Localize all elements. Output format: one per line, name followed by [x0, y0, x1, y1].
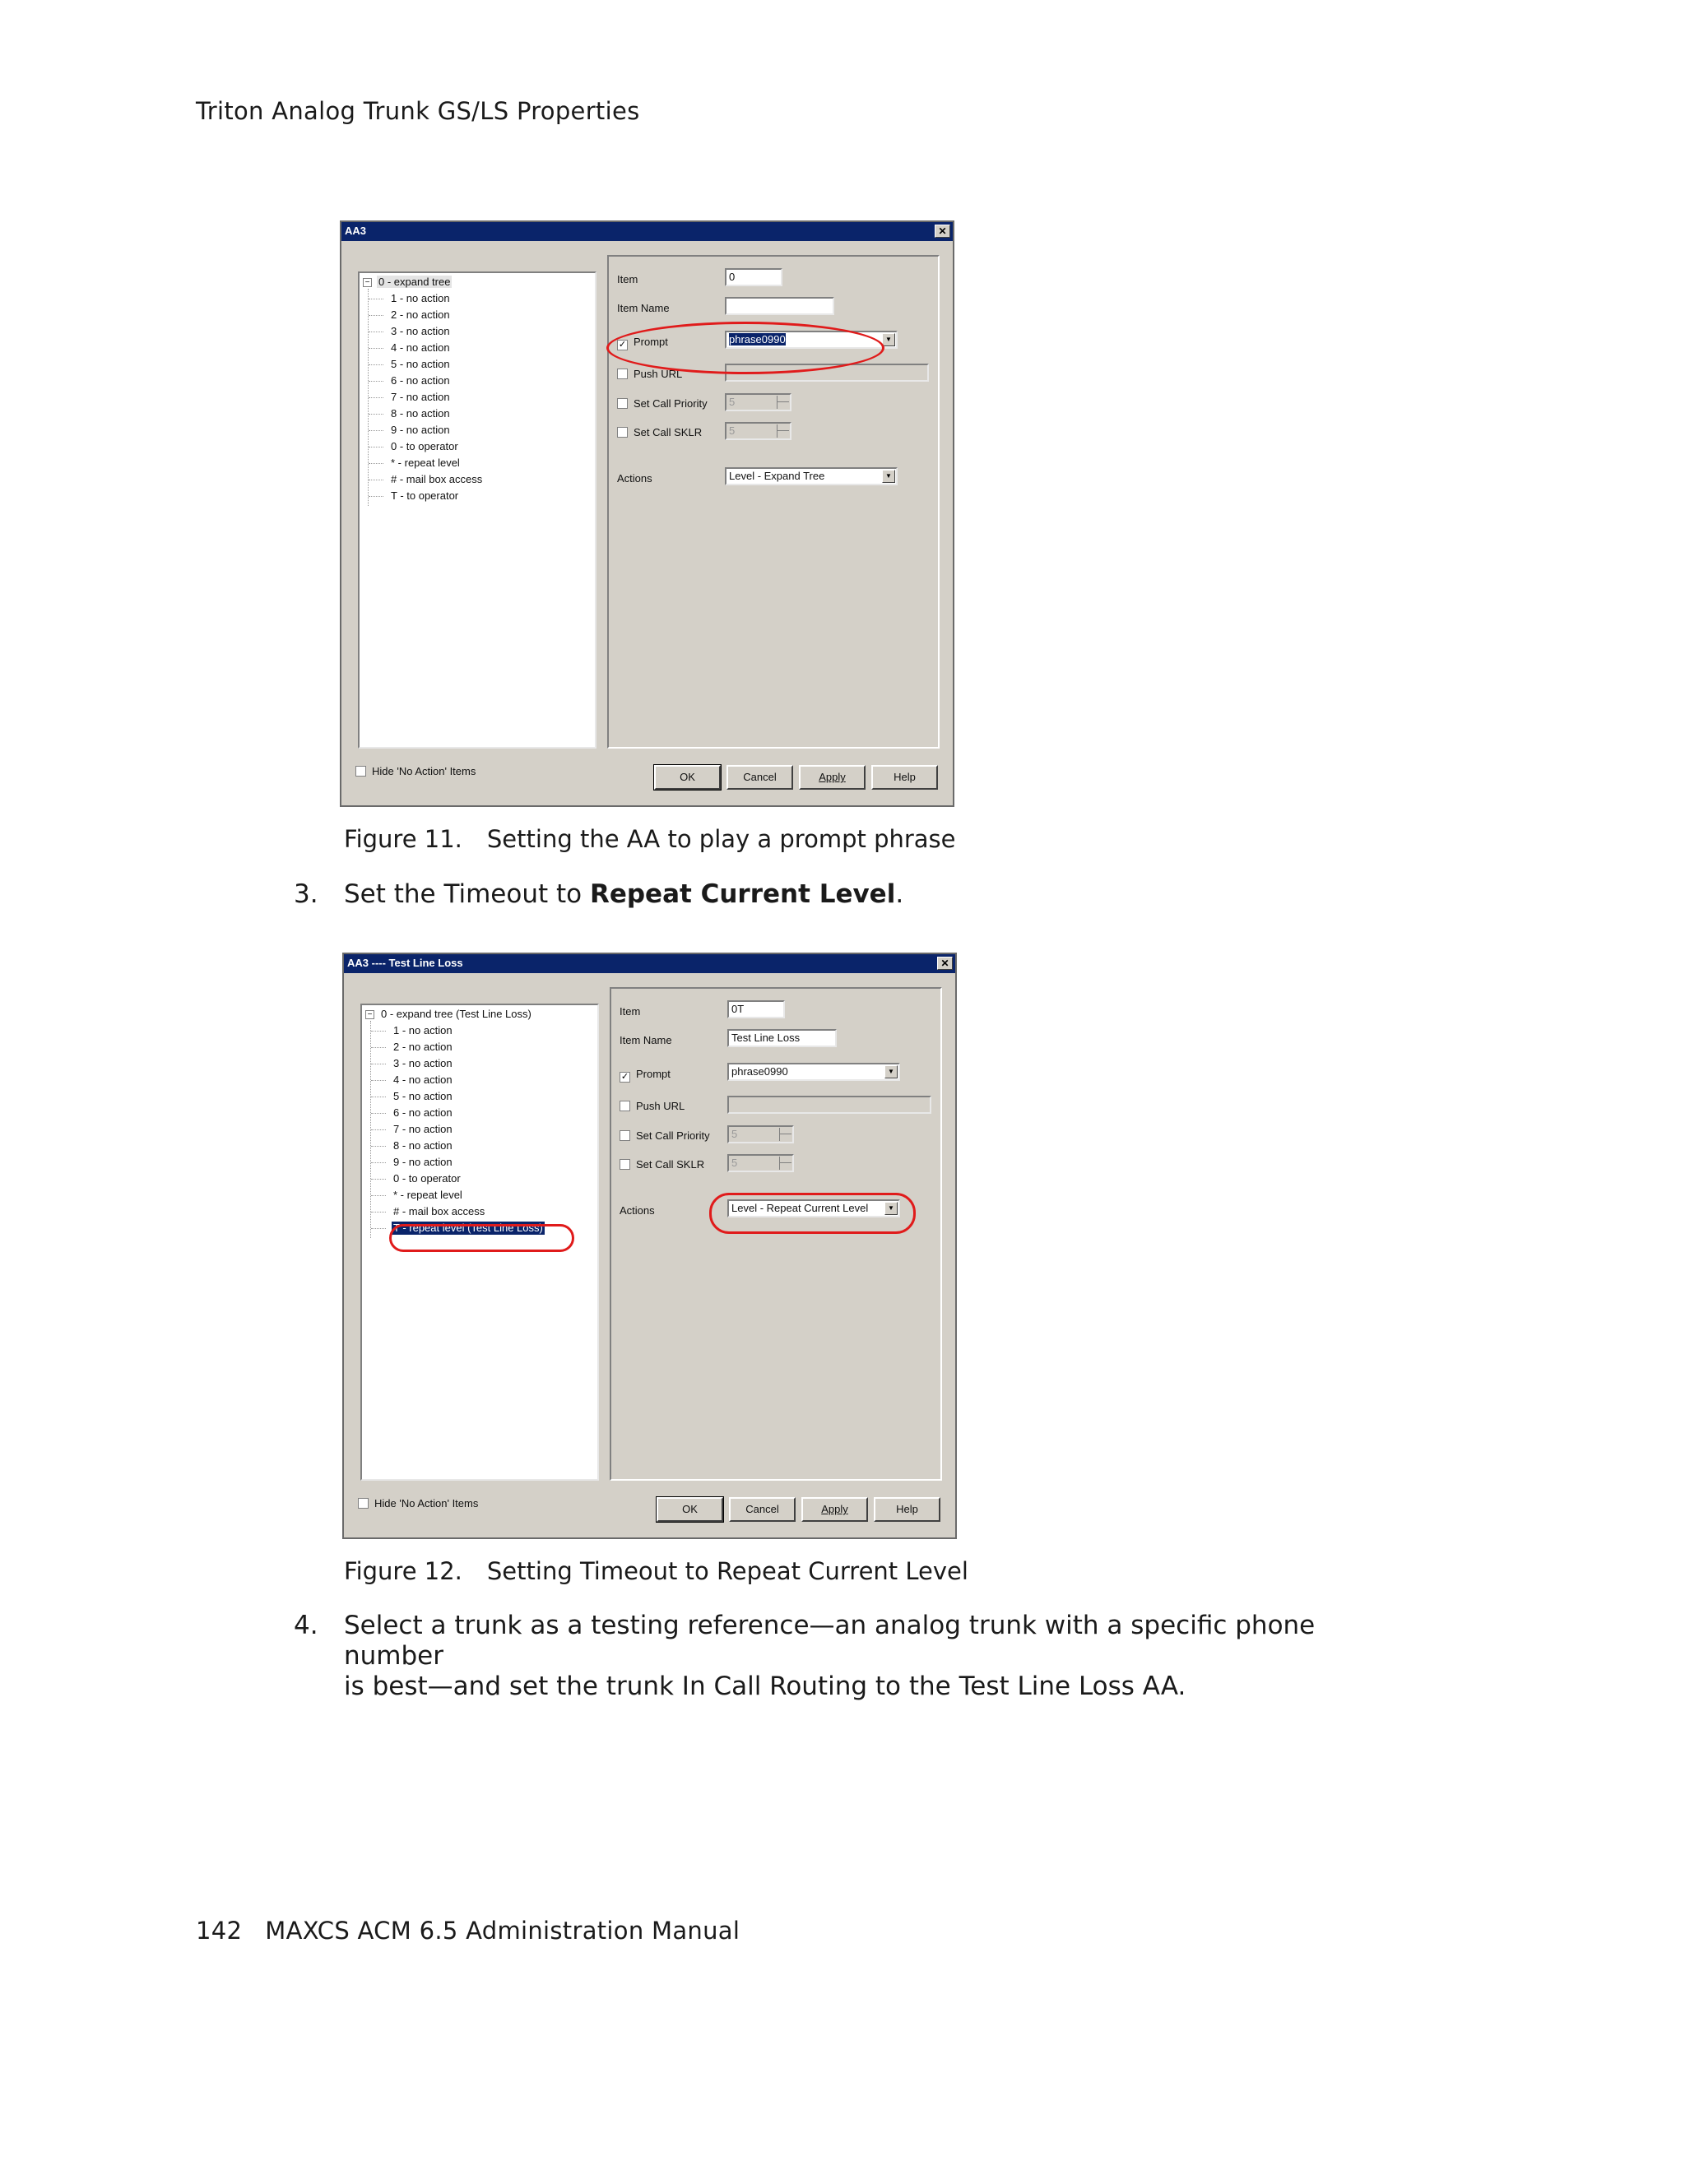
aa3-test-line-loss-dialog [342, 953, 957, 1539]
tree-item-selected[interactable]: T - repeat level (Test Line Loss) [393, 1222, 543, 1234]
help-button[interactable]: Help [874, 1497, 940, 1522]
tree-item[interactable]: 5 - no action [391, 358, 450, 370]
hide-no-action-checkbox[interactable] [355, 766, 366, 777]
tree-item[interactable]: * - repeat level [393, 1189, 462, 1201]
step-4-line-1: Select a trunk as a testing reference—an analog trunk with a specific phone number [344, 1611, 1316, 1671]
tree-item[interactable]: # - mail box access [391, 473, 483, 485]
push-url-checkbox-row[interactable] [617, 368, 682, 380]
apply-button[interactable] [799, 765, 866, 790]
tree-root-item[interactable] [365, 1008, 533, 1021]
collapse-icon[interactable]: − [363, 278, 372, 287]
dialog-title: AA3 [345, 225, 367, 237]
tree-item[interactable]: 0 - to operator [391, 440, 458, 452]
set-call-sklr-value: 5 [729, 424, 736, 437]
tree-item[interactable]: 4 - no action [391, 341, 450, 354]
tree-item[interactable]: 7 - no action [391, 391, 450, 403]
spinner-arrows-icon[interactable] [777, 424, 789, 438]
prompt-checkbox[interactable]: ✓ [618, 340, 627, 350]
step-4-number: 4. [294, 1611, 318, 1640]
aa3-dialog [340, 220, 954, 807]
actions-label: Actions [620, 1204, 655, 1217]
tree-root-label: 0 - expand tree [378, 276, 451, 288]
set-call-priority-row[interactable] [617, 397, 708, 410]
step-3-number: 3. [294, 879, 318, 909]
spinner-arrows-icon[interactable] [779, 1128, 791, 1141]
ok-button[interactable]: OK [654, 765, 721, 790]
hide-no-action-label: Hide 'No Action' Items [374, 1497, 479, 1509]
apply-button-label: Apply [821, 1503, 848, 1515]
item-field[interactable]: 0T [727, 1000, 785, 1018]
set-call-priority-row[interactable] [620, 1129, 710, 1142]
tree-item[interactable]: 6 - no action [391, 374, 450, 387]
tree-item[interactable]: 6 - no action [393, 1106, 453, 1119]
set-call-priority-checkbox[interactable] [617, 398, 628, 409]
running-header: Triton Analog Trunk GS/LS Properties [196, 97, 640, 125]
figure-12-number: Figure 12. [344, 1557, 462, 1585]
figure-12-caption [344, 1557, 968, 1585]
push-url-checkbox[interactable] [620, 1101, 630, 1111]
item-field[interactable]: 0 [725, 268, 782, 286]
set-call-priority-spinner[interactable] [727, 1125, 794, 1143]
hide-no-action-row[interactable] [358, 1497, 478, 1509]
spinner-arrows-icon[interactable] [777, 396, 789, 409]
tree-item[interactable]: 9 - no action [391, 424, 450, 436]
tree-item[interactable]: 2 - no action [393, 1041, 453, 1053]
set-call-sklr-label: Set Call SKLR [636, 1158, 705, 1171]
tree-item[interactable]: # - mail box access [393, 1205, 485, 1217]
figure-12-text: Setting Timeout to Repeat Current Level [486, 1557, 968, 1585]
dialog-titlebar [344, 954, 955, 973]
tree-item[interactable]: 0 - to operator [393, 1172, 461, 1185]
tree-item[interactable]: 3 - no action [393, 1057, 453, 1069]
actions-combo[interactable] [727, 1199, 900, 1217]
tree-item[interactable]: 8 - no action [393, 1139, 453, 1152]
set-call-priority-checkbox[interactable] [620, 1130, 630, 1141]
push-url-field[interactable] [725, 364, 929, 382]
chevron-down-icon[interactable]: ▼ [884, 1065, 898, 1078]
help-button[interactable]: Help [871, 765, 938, 790]
set-call-sklr-checkbox[interactable] [617, 427, 628, 438]
menu-tree[interactable] [360, 1004, 599, 1481]
step-4-line-2: is best—and set the trunk In Call Routing to the Test Line Loss AA. [344, 1672, 1186, 1701]
close-icon[interactable]: ✕ [937, 957, 953, 970]
prompt-combo[interactable] [725, 331, 898, 349]
tree-item[interactable]: 4 - no action [393, 1073, 453, 1086]
prompt-label: Prompt [634, 336, 668, 348]
push-url-label: Push URL [636, 1100, 685, 1112]
item-label: Item [617, 273, 638, 285]
push-url-label: Push URL [634, 368, 683, 380]
item-name-field[interactable] [725, 297, 834, 315]
prompt-checkbox-row[interactable] [617, 336, 668, 350]
actions-label: Actions [617, 472, 652, 485]
item-label: Item [620, 1005, 641, 1018]
tree-item[interactable]: 9 - no action [393, 1156, 453, 1168]
step-3-bold: Repeat Current Level [589, 879, 896, 909]
tree-item[interactable]: 3 - no action [391, 325, 450, 337]
tree-item[interactable]: 2 - no action [391, 308, 450, 321]
actions-value: Level - Expand Tree [729, 470, 825, 482]
ok-button[interactable]: OK [657, 1497, 723, 1522]
figure-11-number: Figure 11. [344, 825, 462, 853]
hide-no-action-checkbox[interactable] [358, 1498, 369, 1509]
push-url-field[interactable] [727, 1096, 931, 1114]
prompt-checkbox[interactable]: ✓ [620, 1072, 629, 1082]
spinner-arrows-icon[interactable] [779, 1157, 791, 1170]
prompt-value: phrase0990 [731, 1065, 788, 1078]
set-call-sklr-value: 5 [731, 1157, 738, 1169]
tree-item[interactable]: * - repeat level [391, 457, 460, 469]
menu-tree[interactable] [358, 271, 596, 749]
chevron-down-icon[interactable]: ▼ [884, 1202, 898, 1215]
tree-item[interactable]: 7 - no action [393, 1123, 453, 1135]
step-3-end: . [895, 879, 904, 909]
set-call-sklr-spinner[interactable] [725, 422, 791, 440]
set-call-priority-spinner[interactable] [725, 393, 791, 411]
dialog-titlebar [341, 222, 953, 241]
set-call-sklr-row[interactable] [620, 1158, 704, 1171]
properties-panel [607, 255, 940, 749]
set-call-priority-label: Set Call Priority [636, 1129, 710, 1142]
push-url-checkbox[interactable] [617, 369, 628, 379]
manual-title: MAXCS ACM 6.5 Administration Manual [265, 1917, 740, 1945]
step-4 [294, 1611, 1413, 1702]
set-call-priority-value: 5 [729, 396, 736, 408]
prompt-combo[interactable] [727, 1063, 900, 1081]
set-call-sklr-label: Set Call SKLR [634, 426, 703, 438]
set-call-priority-label: Set Call Priority [634, 397, 708, 410]
actions-combo[interactable] [725, 467, 898, 485]
tree-root-item[interactable] [363, 276, 452, 289]
figure-11-caption [344, 825, 956, 853]
step-3 [294, 879, 1413, 910]
tree-item[interactable]: 1 - no action [391, 292, 450, 304]
step-3-text: Set the Timeout to [344, 879, 590, 909]
figure-11-text: Setting the AA to play a prompt phrase [486, 825, 956, 853]
chevron-down-icon[interactable]: ▼ [882, 470, 895, 483]
running-footer [196, 1917, 740, 1945]
apply-button[interactable] [801, 1497, 868, 1522]
hide-no-action-row[interactable] [355, 765, 476, 777]
tree-item[interactable]: 1 - no action [393, 1024, 453, 1036]
tree-item[interactable]: T - to operator [391, 489, 459, 502]
actions-value: Level - Repeat Current Level [731, 1202, 869, 1214]
apply-button-label: Apply [819, 771, 846, 783]
dialog-title: AA3 ---- Test Line Loss [347, 957, 463, 969]
item-name-field[interactable]: Test Line Loss [727, 1029, 837, 1047]
cancel-button[interactable]: Cancel [729, 1497, 796, 1522]
chevron-down-icon[interactable]: ▼ [882, 333, 895, 346]
close-icon[interactable]: ✕ [935, 225, 950, 238]
tree-root-label: 0 - expand tree (Test Line Loss) [381, 1008, 531, 1020]
page-number: 142 [196, 1917, 243, 1945]
prompt-label: Prompt [636, 1068, 671, 1080]
push-url-checkbox-row[interactable] [620, 1100, 685, 1112]
collapse-icon[interactable]: − [365, 1010, 374, 1019]
prompt-checkbox-row[interactable] [620, 1068, 671, 1083]
tree-item[interactable]: 5 - no action [393, 1090, 453, 1102]
properties-panel [610, 987, 942, 1481]
set-call-priority-value: 5 [731, 1128, 738, 1140]
item-name-label: Item Name [620, 1034, 672, 1046]
set-call-sklr-checkbox[interactable] [620, 1159, 630, 1170]
set-call-sklr-spinner[interactable] [727, 1154, 794, 1172]
prompt-value: phrase0990 [729, 333, 786, 345]
cancel-button[interactable]: Cancel [726, 765, 793, 790]
tree-item[interactable]: 8 - no action [391, 407, 450, 420]
set-call-sklr-row[interactable] [617, 426, 702, 438]
item-name-label: Item Name [617, 302, 670, 314]
hide-no-action-label: Hide 'No Action' Items [372, 765, 476, 777]
